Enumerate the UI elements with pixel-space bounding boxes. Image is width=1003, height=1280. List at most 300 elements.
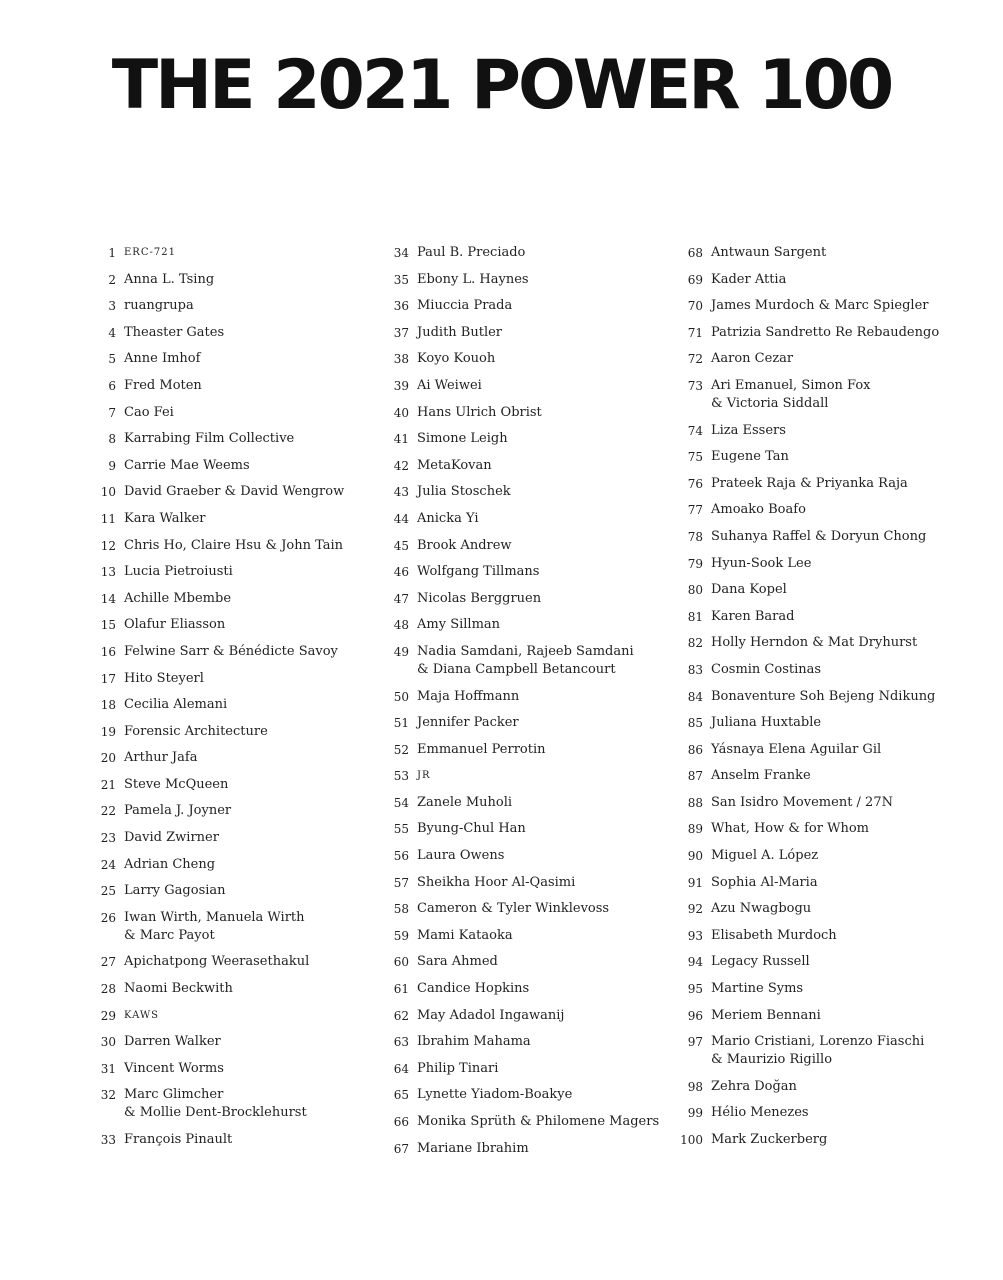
ranking-entry [383,563,673,581]
ranking-entry [677,422,987,440]
entry-name: Chris Ho, Claire Hsu & John Tain [124,537,344,553]
entry-name: Hito Steyerl [124,670,204,686]
rank-number: 80 [687,583,703,598]
entry-name: Anne Imhof [124,351,201,367]
rank-number: 25 [100,884,116,899]
rank-number: 88 [687,795,703,810]
entry-name: Bonaventure Soh Bejeng Ndikung [711,688,936,704]
ranking-entry [677,847,987,865]
ranking-entry [383,430,673,448]
ranking-entry [677,271,987,289]
entry-name: Arthur Jafa [124,750,198,766]
rank-number: 6 [108,378,116,393]
ranking-entry [90,980,380,998]
ranking-entry [90,856,380,874]
entry-name: Ari Emanuel, Simon Fox & Victoria Siddall [711,377,871,411]
ranking-entry [383,324,673,342]
ranking-entry [90,643,380,661]
rank-number: 11 [100,511,116,526]
entry-name: Darren Walker [124,1034,221,1050]
entry-name: Mark Zuckerberg [711,1132,828,1147]
rank-number: 17 [100,671,116,686]
entry-name: Felwine Sarr & Bénédicte Savoy [124,643,338,659]
ranking-entry [383,847,673,865]
ranking-entry [677,953,987,971]
entry-name: Larry Gagosian [124,883,226,899]
rank-number: 76 [687,476,703,491]
rank-number: 12 [100,538,116,553]
ranking-entry [677,377,987,413]
ranking-entry [383,820,673,838]
entry-name: Miguel A. López [711,848,819,864]
ranking-entry [677,741,987,759]
entry-name: Martine Syms [711,981,804,997]
rank-number: 9 [108,458,116,473]
ranking-entry [383,794,673,812]
ranking-entry [90,350,380,368]
entry-name: Anselm Franke [711,768,811,784]
rank-number: 61 [393,982,409,997]
ranking-entry [383,980,673,998]
entry-name: Anna L. Tsing [124,271,215,287]
rank-number: 57 [393,875,409,890]
ranking-entry [677,874,987,892]
ranking-entry [677,980,987,998]
rank-number: 50 [393,689,409,704]
entry-name: Mariane Ibrahim [417,1140,529,1156]
entry-name: François Pinault [124,1132,233,1147]
ranking-entry [677,794,987,812]
rank-number: 63 [393,1035,409,1050]
rank-number: 66 [393,1115,409,1129]
rank-number: 82 [687,636,703,651]
entry-name: Kader Attia [711,271,787,287]
rank-number: 35 [393,272,409,287]
ranking-entry [677,688,987,706]
rank-number: 24 [100,857,116,872]
entry-name: San Isidro Movement / 27N [711,794,893,810]
rank-number: 34 [393,246,409,260]
entry-name: Fred Moten [124,377,202,393]
rank-number: 71 [687,325,703,340]
entry-name: Karen Barad [711,608,795,624]
rank-number: 65 [393,1088,409,1103]
ranking-entry [90,723,380,741]
entry-name: Cosmin Costinas [711,661,822,677]
rank-number: 22 [100,804,116,819]
ranking-entry [383,767,673,785]
entry-name: Karrabing Film Collective [124,431,295,447]
ranking-entry [90,590,380,608]
entry-name: Pamela J. Joyner [124,803,232,819]
entry-name: Amy Sillman [417,617,501,633]
entry-name: Legacy Russell [711,954,810,970]
ranking-entry [90,271,380,289]
ranking-entry [677,634,987,652]
ranking-entry [383,1086,673,1104]
entry-name: Wolfgang Tillmans [417,564,540,580]
ranking-entry [90,953,380,971]
entry-name: Dana Kopel [711,582,787,598]
ranking-entry [677,714,987,732]
entry-name: Liza Essers [711,422,786,438]
entry-name: Miuccia Prada [417,298,513,314]
rank-number: 77 [687,503,703,518]
entry-name: KAWS [124,1009,160,1021]
entry-name: Carrie Mae Weems [124,457,250,473]
entry-name: Candice Hopkins [417,981,530,997]
rank-number: 45 [393,538,409,553]
entry-name: Forensic Architecture [124,723,268,739]
rank-number: 60 [393,955,409,970]
ranking-entry [90,324,380,342]
entry-name: Hyun-Sook Lee [711,555,812,571]
rank-number: 54 [393,795,409,810]
entry-name: Elisabeth Murdoch [711,927,837,943]
rank-number: 21 [100,777,116,792]
rank-number: 70 [687,299,703,314]
rank-number: 38 [393,352,409,367]
ranking-entry [90,510,380,528]
ranking-entry [383,1033,673,1051]
rank-number: 10 [100,485,116,500]
ranking-entry [383,688,673,706]
rank-number: 2 [108,272,116,287]
ranking-entry [677,581,987,599]
ranking-entry [90,1086,380,1122]
ranking-entry [383,457,673,475]
entry-name: Naomi Beckwith [124,981,233,997]
ranking-entry [383,510,673,528]
rank-number: 56 [393,849,409,864]
entry-name: Koyo Kouoh [417,351,496,367]
ranking-entry [677,900,987,918]
entry-name: Achille Mbembe [124,590,232,606]
entry-name: David Graeber & David Wengrow [124,484,345,500]
page-title: THE 2021 POWER 100 [111,46,892,125]
entry-name: Monika Sprüth & Philomene Magers [417,1114,660,1129]
entry-name: JR [417,770,431,782]
entry-name: Antwaun Sargent [711,245,827,260]
rank-number: 44 [393,511,409,526]
rank-number: 41 [393,432,409,447]
rank-number: 8 [108,432,116,447]
ranking-entry [90,483,380,501]
entry-name: Juliana Huxtable [711,715,822,731]
ranking-entry [383,1140,673,1158]
rank-number: 20 [100,751,116,766]
rank-number: 31 [100,1061,116,1076]
entry-name: Ai Weiwei [417,377,482,393]
rank-number: 30 [100,1035,116,1050]
ranking-column-1 [90,244,380,1158]
entry-name: Anicka Yi [417,510,479,526]
rank-number: 19 [100,724,116,739]
rank-number: 96 [687,1008,703,1023]
ranking-entry [383,537,673,555]
entry-name: Cao Fei [124,404,174,420]
ranking-entry [383,874,673,892]
rank-number: 81 [687,609,703,624]
ranking-entry [383,377,673,395]
entry-name: David Zwirner [124,830,219,846]
rank-number: 95 [687,982,703,997]
rank-number: 99 [687,1106,703,1121]
entry-name: Lynette Yiadom-Boakye [417,1087,573,1103]
entry-name: Amoako Boafo [711,502,806,518]
entry-name: Simone Leigh [417,431,508,447]
entry-name: Eugene Tan [711,449,789,465]
entry-name: Philip Tinari [417,1060,499,1076]
rank-number: 13 [100,565,116,580]
entry-name: Sheikha Hoor Al-Qasimi [417,874,576,890]
rank-number: 85 [687,716,703,731]
rank-number: 74 [687,423,703,438]
rank-number: 26 [100,910,116,925]
rank-number: 32 [100,1088,116,1103]
ranking-entry [383,616,673,634]
entry-name: Nicolas Berggruen [417,590,542,606]
rank-number: 75 [687,450,703,465]
ranking-entry [90,457,380,475]
entry-name: Julia Stoschek [417,484,511,500]
entry-name: ruangrupa [124,298,194,314]
ranking-entry [383,1060,673,1078]
ranking-entry [90,829,380,847]
rank-number: 36 [393,299,409,314]
ranking-entry [90,776,380,794]
ranking-entry [383,714,673,732]
entry-name: Zanele Muholi [417,794,513,810]
rank-number: 68 [687,246,703,260]
rank-number: 97 [687,1035,703,1050]
ranking-entry [677,324,987,342]
entry-name: Apichatpong Weerasethakul [124,954,310,970]
rank-number: 40 [393,405,409,420]
ranking-entry [90,430,380,448]
rank-number: 78 [687,529,703,544]
rank-number: 53 [393,769,409,784]
ranking-entry [677,297,987,315]
ranking-entry [90,244,380,262]
entry-name: Nadia Samdani, Rajeeb Samdani & Diana Campbell Betancourt [417,643,634,677]
rank-number: 14 [100,591,116,606]
entry-name: Ebony L. Haynes [417,271,529,287]
entry-name: Steve McQueen [124,776,229,792]
rank-number: 27 [100,955,116,970]
ranking-entry [677,927,987,945]
rank-number: 47 [393,591,409,606]
rank-number: 42 [393,458,409,473]
ranking-entry [90,377,380,395]
ranking-entry [383,900,673,918]
rank-number: 59 [393,928,409,943]
ranking-entry [90,696,380,714]
rank-number: 100 [680,1133,703,1147]
rank-number: 84 [687,689,703,704]
entry-name: Sophia Al-Maria [711,874,818,890]
ranking-entry [90,616,380,634]
entry-name: Patrizia Sandretto Re Rebaudengo [711,324,940,340]
ranking-entry [677,767,987,785]
entry-name: Holly Herndon & Mat Dryhurst [711,635,918,651]
entry-name: Jennifer Packer [417,715,519,731]
ranking-entry [90,749,380,767]
ranking-column-3 [677,244,987,1158]
ranking-entry [677,608,987,626]
ranking-entry [677,501,987,519]
ranking-entry [677,475,987,493]
ranking-entry [677,820,987,838]
rank-number: 83 [687,662,703,677]
ranking-entry [383,1007,673,1025]
rank-number: 15 [100,618,116,633]
rank-number: 1 [108,246,116,260]
rank-number: 69 [687,272,703,287]
rank-number: 58 [393,902,409,917]
ranking-entry [677,350,987,368]
ranking-entry [383,953,673,971]
ranking-entry [383,297,673,315]
rank-number: 52 [393,742,409,757]
rank-number: 91 [687,875,703,890]
rank-number: 37 [393,325,409,340]
ranking-entry [90,563,380,581]
ranking-entry [383,483,673,501]
rank-number: 72 [687,352,703,367]
ranking-entry [677,448,987,466]
entry-name: Kara Walker [124,510,206,526]
ranking-entry [90,882,380,900]
ranking-entry [677,1007,987,1025]
rank-number: 64 [393,1061,409,1076]
entry-name: May Adadol Ingawanij [417,1007,565,1023]
entry-name: Yásnaya Elena Aguilar Gil [711,741,882,757]
rank-number: 89 [687,822,703,837]
entry-name: Ibrahim Mahama [417,1034,531,1050]
entry-name: Theaster Gates [124,324,225,340]
rank-number: 23 [100,831,116,846]
ranking-entry [677,244,987,262]
entry-name: Mami Kataoka [417,927,513,943]
rank-number: 79 [687,556,703,571]
entry-name: James Murdoch & Marc Spiegler [711,298,929,314]
ranking-entry [383,350,673,368]
entry-name: Cecilia Alemani [124,697,228,713]
entry-name: Meriem Bennani [711,1007,821,1023]
entry-name: Judith Butler [417,324,503,340]
ranking-entry [90,1060,380,1078]
entry-name: Cameron & Tyler Winklevoss [417,901,610,917]
rank-number: 93 [687,928,703,943]
rank-number: 98 [687,1079,703,1094]
entry-name: Olafur Eliasson [124,617,226,633]
rank-number: 62 [393,1008,409,1023]
entry-name: ERC-721 [124,247,176,258]
entry-name: Adrian Cheng [124,856,216,872]
ranking-entry [677,1131,987,1149]
rank-number: 94 [687,955,703,970]
ranking-entry [383,404,673,422]
ranking-entry [90,909,380,945]
ranking-entry [383,1113,673,1131]
ranking-entry [677,555,987,573]
rank-number: 43 [393,485,409,500]
entry-name: Mario Cristiani, Lorenzo Fiaschi & Maurizio Rigillo [711,1034,925,1068]
ranking-entry [677,528,987,546]
entry-name: Suhanya Raffel & Doryun Chong [711,528,927,544]
entry-name: Laura Owens [417,848,505,864]
ranking-entry [677,1078,987,1096]
entry-name: What, How & for Whom [711,821,869,837]
rank-number: 48 [393,618,409,633]
rank-number: 86 [687,742,703,757]
entry-name: Hélio Menezes [711,1105,809,1121]
entry-name: Byung-Chul Han [417,821,526,837]
ranking-entry [383,643,673,679]
entry-name: Hans Ulrich Obrist [417,404,542,420]
entry-name: MetaKovan [417,457,492,473]
rank-number: 33 [100,1133,116,1147]
entry-name: Prateek Raja & Priyanka Raja [711,475,908,491]
rank-number: 67 [393,1141,409,1156]
ranking-entry [90,537,380,555]
rank-number: 4 [108,325,116,340]
rank-number: 5 [108,352,116,367]
rank-number: 55 [393,822,409,837]
entry-name: Sara Ahmed [417,954,498,970]
rank-number: 90 [687,849,703,864]
rank-number: 49 [393,644,409,659]
rank-number: 3 [108,299,116,314]
rank-number: 7 [108,405,116,420]
ranking-entry [90,1033,380,1051]
rank-number: 18 [100,698,116,713]
entry-name: Brook Andrew [417,537,512,553]
entry-name: Azu Nwagbogu [711,901,812,917]
entry-name: Maja Hoffmann [417,688,520,704]
ranking-entry [90,297,380,315]
ranking-entry [677,661,987,679]
ranking-entry [90,670,380,688]
entry-name: Marc Glimcher & Mollie Dent-Brocklehurst [124,1087,307,1121]
rank-number: 39 [393,378,409,393]
entry-name: Iwan Wirth, Manuela Wirth & Marc Payot [124,909,305,943]
ranking-entry [383,927,673,945]
entry-name: Vincent Worms [124,1060,224,1076]
rank-number: 73 [687,378,703,393]
entry-name: Lucia Pietroiusti [124,564,233,580]
ranking-entry [90,1131,380,1149]
ranking-entry [90,1007,380,1025]
ranking-entry [677,1104,987,1122]
entry-name: Zehra Doğan [711,1078,797,1094]
ranking-entry [90,404,380,422]
rank-number: 51 [393,716,409,731]
ranking-entry [383,741,673,759]
rank-number: 28 [100,982,116,997]
entry-name: Aaron Cezar [711,351,794,367]
ranking-entry [677,1033,987,1069]
ranking-entry [383,244,673,262]
ranking-entry [383,590,673,608]
rank-number: 87 [687,769,703,784]
rank-number: 29 [100,1008,116,1023]
rank-number: 16 [100,644,116,659]
entry-name: Paul B. Preciado [417,245,526,260]
entry-name: Emmanuel Perrotin [417,741,546,757]
rank-number: 92 [687,902,703,917]
